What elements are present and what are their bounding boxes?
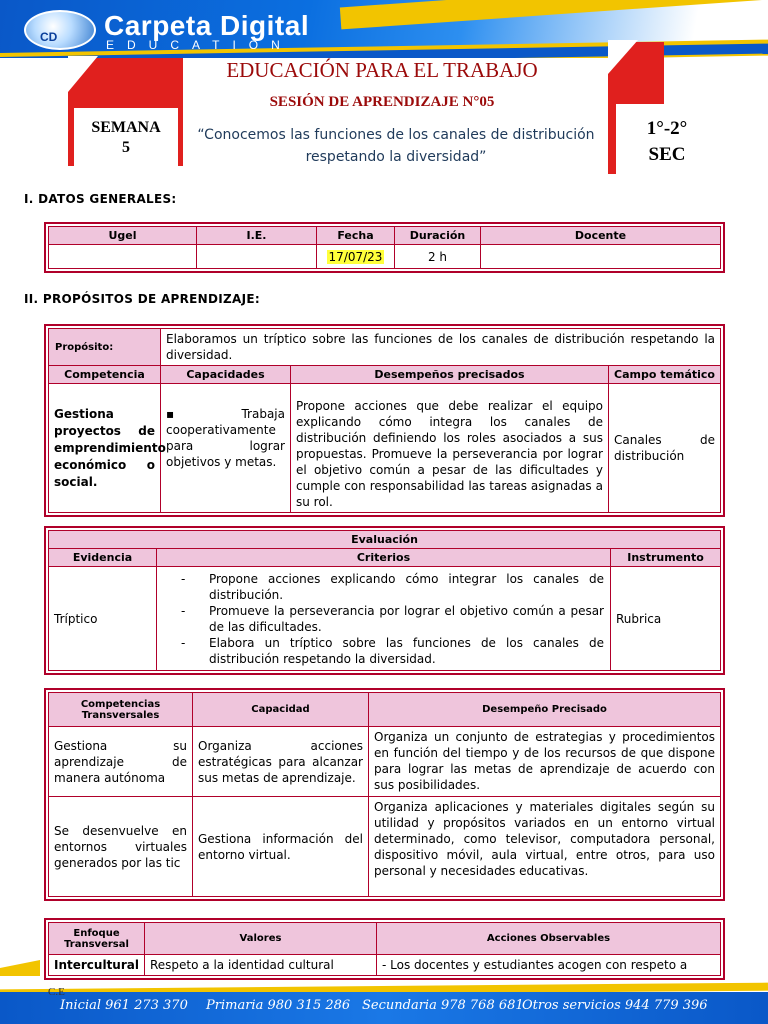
header-valores: Valores xyxy=(145,923,377,955)
header-instrumento: Instrumento xyxy=(611,549,721,567)
transversal-capacidad: Gestiona información del entorno virtual. xyxy=(193,797,369,897)
header-duracion: Duración xyxy=(395,227,481,245)
value-ie xyxy=(197,245,317,269)
phone-primaria: Primaria 980 315 286 xyxy=(206,998,351,1013)
header-comp-transversales: Competencias Transversales xyxy=(49,693,193,727)
transversal-competencia: Gestiona su aprendizaje de manera autónoma xyxy=(49,727,193,797)
evaluacion-table xyxy=(48,530,721,671)
section-heading-datos: I. DATOS GENERALES: xyxy=(24,192,177,206)
transversal-competencia: Se desenvuelve en entornos virtuales generados por las tic xyxy=(49,797,193,897)
accion-value: - Los docentes y estudiantes acogen con respeto a xyxy=(377,955,721,976)
header-fecha: Fecha xyxy=(317,227,395,245)
enfoque-value: Intercultural xyxy=(49,955,145,976)
valor-value: Respeto a la identidad cultural xyxy=(145,955,377,976)
propositos-table xyxy=(48,328,721,513)
phone-secundaria: Secundaria 978 768 681 xyxy=(362,998,524,1013)
week-label: SEMANA 5 xyxy=(91,119,161,156)
header-acciones: Acciones Observables xyxy=(377,923,721,955)
desempenos-value: Propone acciones que debe realizar el equipo explicando cómo integra los canales de distribución definiendo los roles asociados a sus propuestas. Promueve la perseverancia por lograr el objetivo común a pesar de las dificultades y cumple con responsabilidad las tareas asignadas a su rol. xyxy=(291,384,609,513)
value-docente xyxy=(481,245,721,269)
header-desempeno-precisado: Desempeño Precisado xyxy=(369,693,721,727)
capacidades-value: ▪Trabaja cooperativamente para lograr objetivos y metas. xyxy=(161,384,291,513)
header-enfoque: Enfoque Transversal xyxy=(49,923,145,955)
header-criterios: Criterios xyxy=(157,549,611,567)
transversal-capacidad: Organiza acciones estratégicas para alcanzar sus metas de aprendizaje. xyxy=(193,727,369,797)
datos-generales-table xyxy=(48,226,721,269)
header-desempenos: Desempeños precisados xyxy=(291,366,609,384)
transversales-table xyxy=(48,692,721,897)
footer-ce: C.E xyxy=(48,986,65,998)
header-ugel: Ugel xyxy=(49,227,197,245)
value-duracion: 2 h xyxy=(395,245,481,269)
campo-value: Canales de distribución xyxy=(609,384,721,513)
criterios-list xyxy=(157,567,611,671)
criterio-item: - Promueve la perseverancia por lograr el objetivo común a pesar de las dificultades. xyxy=(181,603,604,634)
brand-sub: EDUCATION xyxy=(106,38,293,52)
transversal-desempeno: Organiza aplicaciones y materiales digitales según su utilidad y propósitos variados en un entorno virtual determinado, como televisor, computadora personal, dispositivo móvil, aula virtual, entre otros, para uso personal y necesidades educativas. xyxy=(369,797,721,897)
criterio-item: - Elabora un tríptico sobre las funciones de los canales de distribución respetando la diversidad. xyxy=(181,635,604,666)
competencia-value: Gestiona proyectos de emprendimiento económico o social. xyxy=(49,384,161,513)
header-docente: Docente xyxy=(481,227,721,245)
section-heading-propositos: II. PROPÓSITOS DE APRENDIZAJE: xyxy=(24,292,260,306)
transversal-desempeno: Organiza un conjunto de estrategias y procedimientos en función del tiempo y de los recursos de que dispone para lograr las metas de aprendizaje de acuerdo con sus posibilidades. xyxy=(369,727,721,797)
header-ie: I.E. xyxy=(197,227,317,245)
phone-inicial: Inicial 961 273 370 xyxy=(60,998,188,1013)
header-campo: Campo temático xyxy=(609,366,721,384)
page-title: EDUCACIÓN PARA EL TRABAJO xyxy=(226,58,538,82)
evaluacion-title: Evaluación xyxy=(49,531,721,549)
value-ugel xyxy=(49,245,197,269)
brand-name: Carpeta Digital xyxy=(104,10,310,41)
criterio-item: - Propone acciones explicando cómo integrar los canales de distribución. xyxy=(181,571,604,602)
cd-logo-icon xyxy=(24,10,96,50)
phone-otros: Otros servicios 944 779 396 xyxy=(522,998,708,1013)
header-evidencia: Evidencia xyxy=(49,549,157,567)
value-fecha: 17/07/23 xyxy=(317,245,395,269)
enfoque-table xyxy=(48,922,721,976)
evidencia-value: Tríptico xyxy=(49,567,157,671)
instrumento-value: Rubrica xyxy=(611,567,721,671)
purpose-text: Elaboramos un tríptico sobre las funciones de los canales de distribución respetando la diversidad. xyxy=(161,329,721,366)
footer-accent xyxy=(0,960,40,976)
grade-label: 1°-2° SEC xyxy=(646,118,688,165)
session-theme: “Conocemos las funciones de los canales de distribución respetando la diversidad” xyxy=(197,127,595,165)
header-capacidad: Capacidad xyxy=(193,693,369,727)
purpose-label: Propósito: xyxy=(49,329,161,366)
header-capacidades: Capacidades xyxy=(161,366,291,384)
header-competencia: Competencia xyxy=(49,366,161,384)
logo-text: CD xyxy=(40,30,58,44)
session-subtitle: SESIÓN DE APRENDIZAJE N°05 xyxy=(269,94,495,110)
bullet-icon: ▪ xyxy=(166,407,242,421)
